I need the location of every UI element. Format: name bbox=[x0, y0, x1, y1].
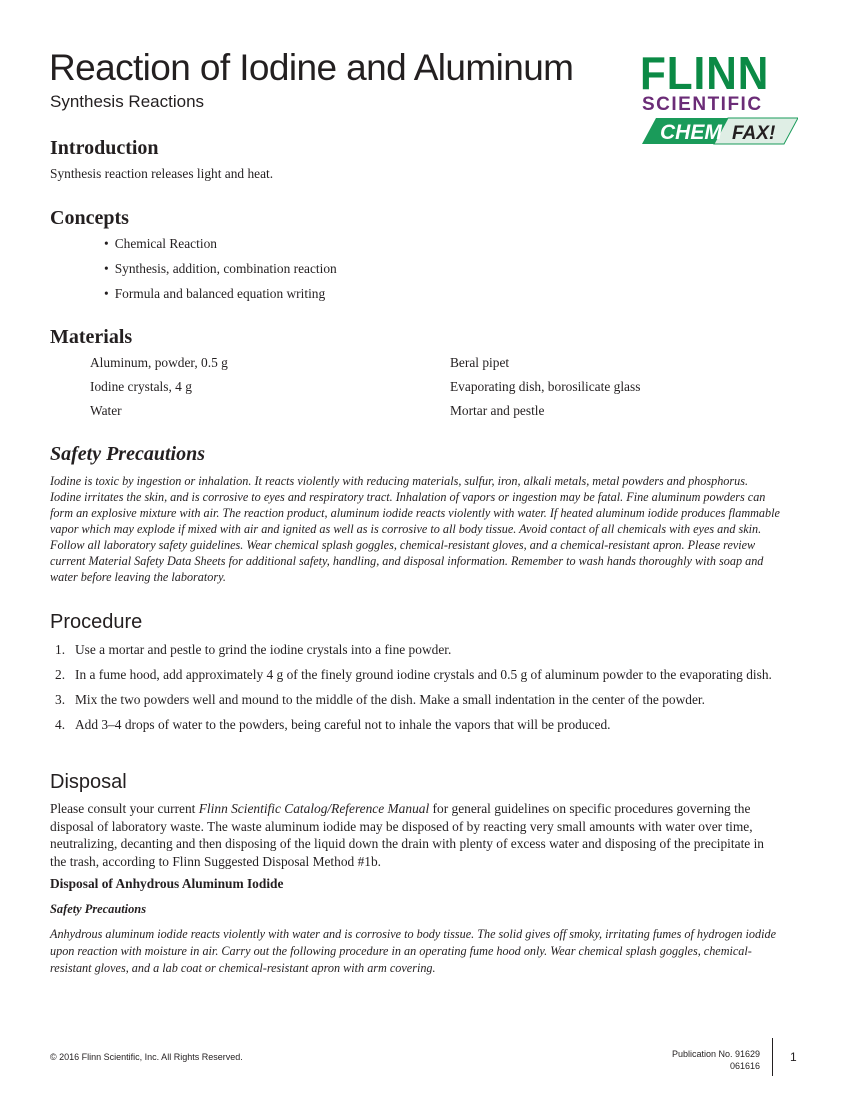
disposal-safety-text: Anhydrous aluminum iodide reacts violently with water and is corrosive to body tissue. The solid gives off smoky, irritating fumes of hydrogen iodide upon reaction with moisture in air. Carry out the following procedure in an operating fume hood only. Wear chemical splash goggles, chemical-resistant gloves, and a lab coat or chemical-resistant apron with arm covering. bbox=[50, 927, 776, 975]
material-item: Aluminum, powder, 0.5 g bbox=[90, 355, 228, 370]
disposal-catalog-reference: Flinn Scientific Catalog/Reference Manual bbox=[198, 801, 430, 816]
publication-code: 061616 bbox=[729, 1061, 760, 1071]
disposal-text bbox=[50, 800, 780, 870]
logo-flinn-text: FLINN bbox=[640, 47, 770, 99]
publication-number: Publication No. 91629 bbox=[671, 1049, 760, 1059]
disposal-safety-subheading: Safety Precautions bbox=[50, 902, 147, 916]
material-item: Evaporating dish, borosilicate glass bbox=[450, 379, 641, 394]
step-number: 2. bbox=[55, 667, 66, 682]
page-title: Reaction of Iodine and Aluminum bbox=[49, 47, 574, 88]
logo-chem-text: CHEM bbox=[660, 121, 722, 144]
disposal-heading: Disposal bbox=[50, 771, 127, 793]
page-number: 1 bbox=[790, 1050, 797, 1064]
procedure-list bbox=[55, 641, 775, 741]
material-item: Beral pipet bbox=[450, 355, 510, 370]
material-item: Water bbox=[90, 403, 122, 418]
safety-heading: Safety Precautions bbox=[50, 443, 205, 465]
step-text: In a fume hood, add approximately 4 g of the finely ground iodine crystals and 0.5 g of aluminum powder to the evaporating dish. bbox=[75, 667, 772, 682]
step-number: 4. bbox=[55, 717, 66, 732]
materials-heading: Materials bbox=[50, 326, 133, 348]
footer-divider bbox=[772, 1038, 773, 1076]
material-item: Iodine crystals, 4 g bbox=[90, 379, 192, 394]
procedure-step bbox=[55, 716, 775, 733]
procedure-step bbox=[55, 666, 775, 683]
step-text: Mix the two powders well and mound to the middle of the dish. Make a small indentation in the center of the powder. bbox=[75, 692, 705, 707]
materials-left-column bbox=[90, 355, 420, 427]
page-subtitle: Synthesis Reactions bbox=[50, 92, 205, 111]
disposal-subheading: Disposal of Anhydrous Aluminum Iodide bbox=[50, 876, 284, 891]
step-number: 3. bbox=[55, 692, 66, 707]
concept-item: • Synthesis, addition, combination reaction bbox=[104, 261, 337, 286]
disposal-text-pre: Please consult your current bbox=[50, 801, 199, 816]
disposal-text-post: for general guidelines on specific procedures governing the disposal of laboratory waste. The waste aluminum iodide may be disposed of by reacting very small amounts with water over time, neutralizing, decanting and then disposing of the liquid down the drain with plenty of excess water and disposing of the precipitate in the trash, according to Flinn Suggested Disposal Method #1b. bbox=[50, 801, 764, 869]
footer-publication-info bbox=[640, 1048, 760, 1072]
logo-fax-text: FAX! bbox=[732, 123, 776, 144]
step-text: Add 3–4 drops of water to the powders, being careful not to inhale the vapors that will be produced. bbox=[75, 717, 611, 732]
procedure-step bbox=[55, 691, 775, 708]
logo-scientific-text: SCIENTIFIC bbox=[642, 94, 763, 115]
procedure-heading: Procedure bbox=[50, 611, 143, 633]
safety-text: Iodine is toxic by ingestion or inhalation. It reacts violently with reducing materials, sulfur, iron, alkali metals, metal powders and phosphorus. Iodine irritates the skin, and is corrosive to eyes and respiratory tract. Inhalation of vapors or ingestion may be fatal. Fine aluminum powders can form an explosive mixture with air. The reaction product, aluminum iodide reacts violently with water. If heated aluminum iodide produces flammable vapor which may explode if mixed with air and ignited as well as is corrosive to all body tissue. Avoid contact of all chemicals with eyes and skin. Follow all laboratory safety guidelines. Wear chemical splash goggles, chemical-resistant gloves, and a chemical-resistant apron. Please review current Material Safety Data Sheets for additional safety, handling, and disposal information. Remember to wash hands thoroughly with soap and water before leaving the laboratory. bbox=[50, 474, 780, 584]
flinn-chemfax-logo bbox=[640, 47, 800, 152]
step-text: Use a mortar and pestle to grind the iodine crystals into a fine powder. bbox=[75, 642, 452, 657]
concept-item: • Formula and balanced equation writing bbox=[104, 286, 337, 311]
concept-item: • Chemical Reaction bbox=[104, 236, 337, 261]
chemfax-badge bbox=[642, 116, 798, 146]
concepts-heading: Concepts bbox=[50, 207, 129, 229]
introduction-text: Synthesis reaction releases light and heat. bbox=[50, 166, 274, 181]
materials-right-column bbox=[450, 355, 780, 427]
material-item: Mortar and pestle bbox=[450, 403, 545, 418]
introduction-heading: Introduction bbox=[50, 137, 159, 159]
footer-copyright: © 2016 Flinn Scientific, Inc. All Rights Reserved. bbox=[50, 1052, 243, 1062]
concepts-list bbox=[104, 236, 337, 311]
procedure-step bbox=[55, 641, 775, 658]
step-number: 1. bbox=[55, 642, 66, 657]
